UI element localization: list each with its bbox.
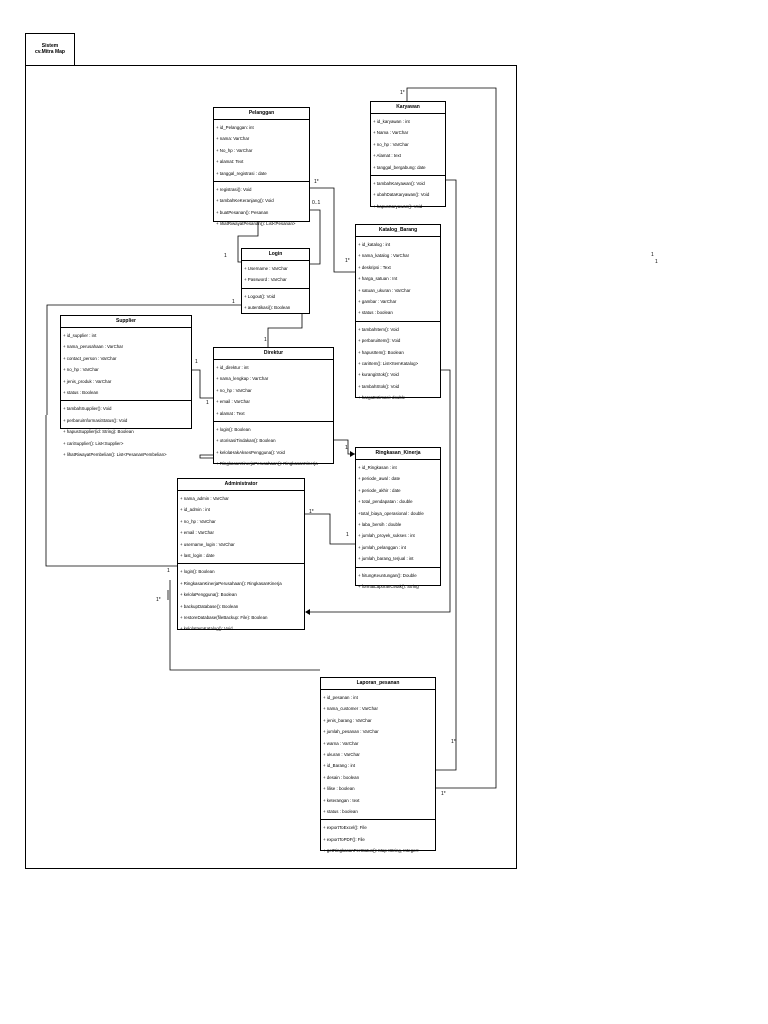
attribute-row: + no_hp : VarChar xyxy=(216,387,252,393)
method-row: + exportToExcel(): File xyxy=(323,825,367,831)
attribute-row: + username_login : VarChar xyxy=(180,541,235,547)
multiplicity-label: 1 xyxy=(195,359,198,365)
attribute-row: + nama: VarChar xyxy=(216,136,250,142)
method-row: + hitungKeuntungan(): Double xyxy=(358,572,417,578)
attribute-row: + deskripsi : Text xyxy=(358,264,391,270)
method-row: + hapusSupplier(id: String): Boolean xyxy=(63,429,134,435)
method-row: + tambahStok(): Void xyxy=(358,383,400,389)
attribute-section xyxy=(242,261,309,289)
attribute-row: + nama_perusahaan : VarChar xyxy=(63,344,124,350)
attribute-row: + id_direktur : int xyxy=(216,365,249,370)
method-row: + tambahKeKeranjang(): Void xyxy=(216,198,274,204)
attribute-row: + Username : VarChar xyxy=(244,266,288,271)
multiplicity-label: 1 xyxy=(655,259,658,265)
attribute-row: + jumlah_barang_terjual : int xyxy=(358,556,414,562)
class-ringkasan-kinerja xyxy=(355,447,441,589)
attribute-row: + id_pesanan : int xyxy=(323,695,358,700)
method-row: + getRingkasanPerStatus(): Map<String, Integer> xyxy=(323,848,420,854)
attribute-row: + tanggal_bergabung: date xyxy=(373,164,426,170)
attribute-row: + email : VarChar xyxy=(216,399,250,405)
direktur-ringkasan-line-2 xyxy=(200,455,214,458)
attribute-row: + lilise : boolean xyxy=(323,786,355,792)
multiplicity-label: 1 xyxy=(224,253,227,259)
multiplicity-label: 1* xyxy=(309,509,314,515)
attribute-row: + Nama : VarChar xyxy=(373,130,409,136)
multiplicity-label: 1* xyxy=(345,258,350,264)
method-row: + tambahItem(): Void xyxy=(358,326,399,332)
multiplicity-label: 1 xyxy=(345,445,348,451)
method-row: + kelolaItemKatalog(): Void xyxy=(180,626,233,632)
attribute-section xyxy=(356,460,440,568)
attribute-row: + total_pendapatan : double xyxy=(358,499,413,505)
multiplicity-label: 1* xyxy=(156,597,161,603)
attribute-row: + periode_akhir : date xyxy=(358,487,401,493)
attribute-row: + periode_awal : date xyxy=(358,476,401,482)
attribute-row: + desain : boolean xyxy=(323,774,360,780)
multiplicity-label: 1 xyxy=(651,252,654,258)
class-title: Pelanggan xyxy=(214,108,309,120)
method-row: + perbaruiInformasiStatus(): Void xyxy=(63,417,128,423)
frame-title-line2: cv.Mitra Map xyxy=(35,49,65,55)
attribute-row: + harga_satuan : Int xyxy=(358,276,398,282)
method-section xyxy=(214,182,309,232)
class-title: Laporan_pesanan xyxy=(321,678,435,690)
attribute-row: + gambar : VarChar xyxy=(358,298,397,304)
attribute-row: + nama_admin : VarChar xyxy=(180,496,229,501)
attribute-section xyxy=(371,114,445,176)
frame-title-line1: Sistem xyxy=(41,43,59,49)
attribute-row: + jumlah_pelanggan : int xyxy=(358,544,406,550)
method-row: + ubahDataKaryawan(): Void xyxy=(373,192,430,198)
method-section xyxy=(242,289,309,316)
attribute-section xyxy=(321,690,435,820)
method-row: + kelolaPengguna(): Boolean xyxy=(180,592,237,598)
attribute-row: + keterangan : text xyxy=(323,797,360,803)
class-administrator xyxy=(177,478,305,630)
attribute-row: + No_hp : VarChar xyxy=(216,147,253,153)
method-row: + hapusItem(): Boolean xyxy=(358,349,404,355)
attribute-row: + nama_customer : VarChar xyxy=(323,706,378,712)
attribute-row: + jumlah_pesanan : VarChar xyxy=(323,729,379,735)
method-row: + cariItem(): List<ItemKatalog> xyxy=(358,360,419,366)
attribute-row: + jenis_barang : VarChar xyxy=(323,717,372,723)
method-row: + login(): Boolean xyxy=(180,569,215,575)
method-row: + hargaEstimasi: double xyxy=(358,395,406,401)
attribute-row: + status : boolean xyxy=(358,310,393,316)
method-row: + perbaruiItem(): Void xyxy=(358,338,401,344)
multiplicity-label: 1* xyxy=(314,179,319,185)
supplier-direktur-line xyxy=(192,370,213,398)
method-row: + backupDatabase(): Boolean xyxy=(180,603,239,609)
attribute-row: + no_hp : VarChar xyxy=(180,518,216,524)
attribute-row: + alamat : Text xyxy=(216,410,245,416)
class-karyawan xyxy=(370,101,446,207)
attribute-row: + last_login : date xyxy=(180,552,215,558)
multiplicity-label: 1 xyxy=(264,337,267,343)
method-section xyxy=(178,564,304,636)
attribute-row: + id_Barang : int xyxy=(323,763,356,769)
class-katalog-barang xyxy=(355,224,441,401)
attribute-section xyxy=(178,491,304,564)
method-row: + Logout(): Void xyxy=(244,293,276,299)
method-row: + tambahSupplier(): Void xyxy=(63,406,112,412)
attribute-row: + alamat: Text xyxy=(216,159,244,165)
attribute-row: + id_admin : int xyxy=(180,507,210,513)
attribute-row: + no_hp : VarChar xyxy=(63,367,99,373)
class-supplier xyxy=(60,315,192,457)
attribute-row: + email : VarChar xyxy=(180,530,214,536)
multiplicity-label: 0..1 xyxy=(312,200,321,206)
class-login xyxy=(241,248,310,314)
login-direktur-line xyxy=(268,314,302,347)
attribute-row: + jumlah_proyek_sukses : int xyxy=(358,533,415,539)
multiplicity-label: 1 xyxy=(346,532,349,538)
method-section xyxy=(214,422,333,472)
attribute-row: + id_katalog : int xyxy=(358,242,391,247)
method-row: + buatPesanan(): Pesanan xyxy=(216,209,269,215)
method-row: + formatLaporanCetak(): String xyxy=(358,583,419,589)
attribute-section xyxy=(356,237,440,322)
attribute-row: + warna : VarChar xyxy=(323,740,359,746)
attribute-row: + no_hp : VarChar xyxy=(373,141,409,147)
class-title: Ringkasan_Kinerja xyxy=(356,448,440,460)
multiplicity-label: 1 xyxy=(167,568,170,574)
method-row: + kelolaHakAksesPengguna(): Void xyxy=(216,449,285,455)
attribute-row: + id_supplier : int xyxy=(63,333,97,338)
attribute-row: + status : Boolean xyxy=(63,389,99,395)
attribute-row: + tanggal_registrasi : date xyxy=(216,170,267,176)
method-row: + lihatRiwayatPesanan(): List<Pesanan> xyxy=(216,221,296,227)
multiplicity-label: 1 xyxy=(206,400,209,406)
class-title: Karyawan xyxy=(371,102,445,114)
class-title: Supplier xyxy=(61,316,191,328)
attribute-row: + status : boolean xyxy=(323,808,358,814)
attribute-row: + Alamat : text xyxy=(373,153,401,159)
arrowhead-admin xyxy=(305,609,310,615)
method-row: + registrasi(): Void xyxy=(216,186,252,192)
multiplicity-label: 1 xyxy=(232,299,235,305)
attribute-row: +total_biaya_operasional : double xyxy=(358,510,424,516)
attribute-row: + id_Pelanggan: int xyxy=(216,125,254,130)
attribute-row: + Password : VarChar xyxy=(244,277,287,283)
multiplicity-label: 1* xyxy=(441,791,446,797)
method-row: + autentikasi(): Boolean xyxy=(244,305,291,311)
method-section xyxy=(61,401,191,462)
class-title: Login xyxy=(242,249,309,261)
attribute-row: + id_karyawan : int xyxy=(373,119,410,124)
multiplicity-label: 1* xyxy=(451,739,456,745)
class-direktur xyxy=(213,347,334,467)
attribute-row: + nama_katalog : VarChar xyxy=(358,253,410,259)
method-section xyxy=(356,322,440,406)
method-row: + hapusKaryawan(): Void xyxy=(373,203,423,209)
attribute-row: + laba_bersih : double xyxy=(358,521,402,527)
attribute-row: + id_Ringkasan : int xyxy=(358,465,397,470)
method-row: + otorisasiTindakan(): Boolean xyxy=(216,438,276,444)
class-laporan-pesanan xyxy=(320,677,436,854)
attribute-row: + jenis_produk : VarChar xyxy=(63,378,112,384)
class-pelanggan xyxy=(213,107,310,227)
method-row: + lihatRiwayatPembelian(): List<PesananPembelian> xyxy=(63,451,167,457)
method-row: + RingkasanKinerjaPerusahaan(): RingkasanKinerja xyxy=(216,461,318,467)
multiplicity-label: 1* xyxy=(400,90,405,96)
class-title: Administrator xyxy=(178,479,304,491)
class-title: Direktur xyxy=(214,348,333,360)
admin-ringkasan-line xyxy=(305,514,355,544)
method-row: + tambahKaryawan(): Void xyxy=(373,180,425,186)
method-row: + cariSupplier(): List<Supplier> xyxy=(63,440,124,446)
method-section xyxy=(371,176,445,214)
attribute-row: + satuan_ukuran : VarChar xyxy=(358,287,411,293)
method-row: + login(): Boolean xyxy=(216,426,251,432)
login-pelanggan-right-line xyxy=(310,210,320,264)
method-section xyxy=(321,820,435,858)
method-section xyxy=(356,568,440,595)
attribute-section xyxy=(214,120,309,182)
attribute-row: + ukuran : VarChar xyxy=(323,751,360,757)
attribute-row: + contact_person : VarChar xyxy=(63,355,117,361)
method-row: + kurangiStok(): Void xyxy=(358,372,399,378)
method-row: + RingkasanKinerjaPerusahaan(): RingkasanKinerja xyxy=(180,580,282,586)
method-row: + exportToPDF(): File xyxy=(323,836,365,842)
attribute-row: + nama_lengkap : VarChar xyxy=(216,376,269,382)
class-title: Katalog_Barang xyxy=(356,225,440,237)
attribute-section xyxy=(61,328,191,401)
attribute-section xyxy=(214,360,333,422)
method-row: + restoreDatabase(fileBackup: File): Boolean xyxy=(180,614,268,620)
